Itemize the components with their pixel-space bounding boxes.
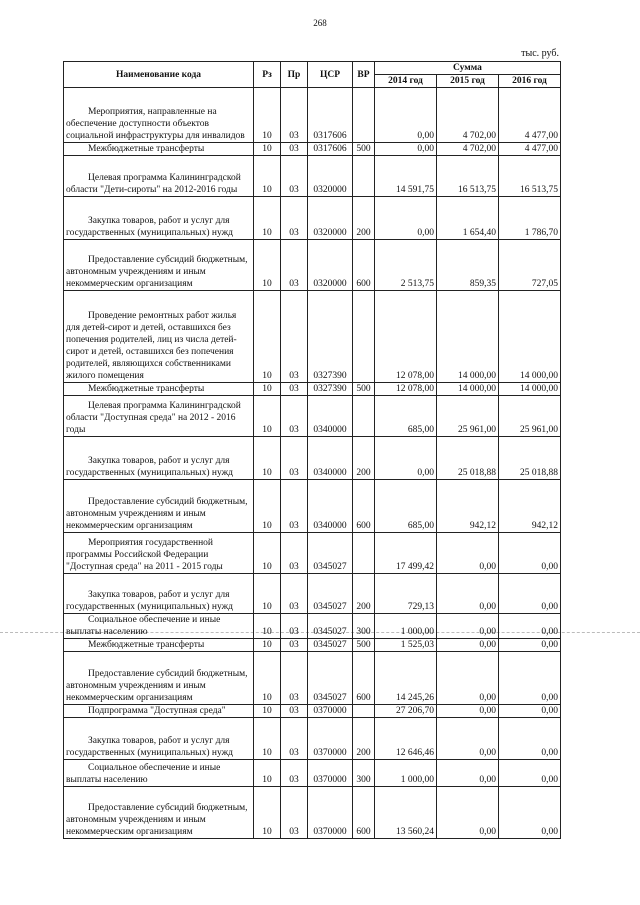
- row-name: Предоставление субсидий бюджетным, автономным учреждениям и иным некоммерческим организациям: [64, 652, 254, 705]
- budget-table: [63, 61, 561, 839]
- row-2016: 0,00: [499, 639, 561, 652]
- row-2016: 0,00: [499, 533, 561, 574]
- row-2014: 685,00: [375, 396, 437, 437]
- row-name: Мероприятия, направленные на обеспечение доступности объектов социальной инфраструктуры для инвалидов: [64, 88, 254, 143]
- header-rz: Рз: [254, 62, 281, 88]
- row-2014: 12 646,46: [375, 718, 437, 760]
- table-row: [64, 718, 561, 760]
- row-rz: 10: [254, 760, 281, 787]
- row-2015: 0,00: [437, 760, 499, 787]
- row-2015: 0,00: [437, 533, 499, 574]
- row-2016: 0,00: [499, 705, 561, 718]
- table-row: [64, 88, 561, 143]
- row-pr: 03: [281, 437, 308, 480]
- row-vr: 200: [353, 437, 375, 480]
- units-label: тыс. руб.: [521, 48, 559, 59]
- table-row: [64, 383, 561, 396]
- row-pr: 03: [281, 396, 308, 437]
- row-csr: 0317606: [308, 143, 353, 156]
- row-vr: [353, 533, 375, 574]
- row-name: Закупка товаров, работ и услуг для государственных (муниципальных) нужд: [64, 197, 254, 240]
- row-rz: 10: [254, 652, 281, 705]
- row-2016: 942,12: [499, 480, 561, 533]
- row-csr: 0370000: [308, 718, 353, 760]
- row-name: Целевая программа Калининградской области "Доступная среда" на 2012 - 2016 годы: [64, 396, 254, 437]
- row-vr: 300: [353, 614, 375, 639]
- table-row: [64, 760, 561, 787]
- row-rz: 10: [254, 705, 281, 718]
- row-name: Проведение ремонтных работ жилья для детей-сирот и детей, оставшихся без попечения родителей, лиц из числа детей-сирот и детей, оставшихся без попечения родителей, являющихся собственниками жилого помещения: [64, 291, 254, 383]
- row-name: Межбюджетные трансферты: [64, 639, 254, 652]
- row-csr: 0345027: [308, 639, 353, 652]
- row-2015: 16 513,75: [437, 156, 499, 197]
- row-csr: 0320000: [308, 156, 353, 197]
- row-2015: 942,12: [437, 480, 499, 533]
- row-pr: 03: [281, 533, 308, 574]
- row-pr: 03: [281, 480, 308, 533]
- row-2015: 0,00: [437, 639, 499, 652]
- row-vr: 600: [353, 787, 375, 839]
- row-vr: [353, 291, 375, 383]
- row-vr: [353, 88, 375, 143]
- table-row: [64, 143, 561, 156]
- row-2015: 0,00: [437, 787, 499, 839]
- row-2015: 1 654,40: [437, 197, 499, 240]
- row-name: Межбюджетные трансферты: [64, 383, 254, 396]
- row-rz: 10: [254, 480, 281, 533]
- row-rz: 10: [254, 396, 281, 437]
- row-name: Предоставление субсидий бюджетным, автономным учреждениям и иным некоммерческим организациям: [64, 787, 254, 839]
- row-csr: 0317606: [308, 88, 353, 143]
- row-2015: 0,00: [437, 614, 499, 639]
- row-rz: 10: [254, 156, 281, 197]
- row-2016: 0,00: [499, 760, 561, 787]
- row-csr: 0320000: [308, 240, 353, 291]
- row-2016: 0,00: [499, 652, 561, 705]
- row-2014: 0,00: [375, 88, 437, 143]
- row-rz: 10: [254, 718, 281, 760]
- row-2016: 25 018,88: [499, 437, 561, 480]
- header-pr: Пр: [281, 62, 308, 88]
- table-row: [64, 574, 561, 614]
- row-2014: 0,00: [375, 143, 437, 156]
- row-2015: 14 000,00: [437, 383, 499, 396]
- row-2014: 17 499,42: [375, 533, 437, 574]
- row-2014: 27 206,70: [375, 705, 437, 718]
- row-2014: 729,13: [375, 574, 437, 614]
- row-2016: 4 477,00: [499, 88, 561, 143]
- row-2015: 25 018,88: [437, 437, 499, 480]
- row-vr: [353, 705, 375, 718]
- row-pr: 03: [281, 88, 308, 143]
- row-name: Мероприятия государственной программы Российской Федерации "Доступная среда" на 2011 - 2015 годы: [64, 533, 254, 574]
- table-row: [64, 652, 561, 705]
- row-2016: 0,00: [499, 787, 561, 839]
- table-row: [64, 396, 561, 437]
- row-name: Подпрограмма "Доступная среда": [64, 705, 254, 718]
- row-rz: 10: [254, 383, 281, 396]
- row-vr: 600: [353, 240, 375, 291]
- row-csr: 0370000: [308, 705, 353, 718]
- row-pr: 03: [281, 291, 308, 383]
- row-2015: 859,35: [437, 240, 499, 291]
- header-2015: 2015 год: [437, 75, 499, 88]
- page-number: 268: [313, 18, 327, 28]
- row-pr: 03: [281, 143, 308, 156]
- row-2014: 12 078,00: [375, 291, 437, 383]
- row-name: Предоставление субсидий бюджетным, автономным учреждениям и иным некоммерческим организациям: [64, 480, 254, 533]
- row-2016: 4 477,00: [499, 143, 561, 156]
- row-2016: 1 786,70: [499, 197, 561, 240]
- row-rz: 10: [254, 574, 281, 614]
- row-pr: 03: [281, 197, 308, 240]
- row-name: Социальное обеспечение и иные выплаты населению: [64, 760, 254, 787]
- table-row: [64, 533, 561, 574]
- row-pr: 03: [281, 639, 308, 652]
- row-rz: 10: [254, 143, 281, 156]
- row-rz: 10: [254, 240, 281, 291]
- row-2015: 4 702,00: [437, 143, 499, 156]
- row-rz: 10: [254, 614, 281, 639]
- row-2016: 727,05: [499, 240, 561, 291]
- row-csr: 0345027: [308, 533, 353, 574]
- header-csr: ЦСР: [308, 62, 353, 88]
- row-name: Предоставление субсидий бюджетным, автономным учреждениям и иным некоммерческим организациям: [64, 240, 254, 291]
- table-row: [64, 787, 561, 839]
- row-rz: 10: [254, 88, 281, 143]
- table-row: [64, 156, 561, 197]
- row-2014: 1 525,03: [375, 639, 437, 652]
- row-csr: 0340000: [308, 396, 353, 437]
- row-2015: 0,00: [437, 574, 499, 614]
- row-csr: 0327390: [308, 383, 353, 396]
- row-2016: 25 961,00: [499, 396, 561, 437]
- row-2015: 25 961,00: [437, 396, 499, 437]
- row-2016: 14 000,00: [499, 291, 561, 383]
- row-pr: 03: [281, 383, 308, 396]
- row-rz: 10: [254, 291, 281, 383]
- row-rz: 10: [254, 787, 281, 839]
- row-csr: 0320000: [308, 197, 353, 240]
- row-csr: 0370000: [308, 787, 353, 839]
- row-csr: 0327390: [308, 291, 353, 383]
- row-rz: 10: [254, 197, 281, 240]
- row-2014: 14 591,75: [375, 156, 437, 197]
- header-sum: Сумма: [375, 62, 561, 75]
- row-vr: [353, 396, 375, 437]
- row-vr: 600: [353, 480, 375, 533]
- header-2014: 2014 год: [375, 75, 437, 88]
- row-2014: 1 000,00: [375, 760, 437, 787]
- row-2014: 0,00: [375, 437, 437, 480]
- row-pr: 03: [281, 614, 308, 639]
- header-row-top: [64, 62, 561, 75]
- row-2014: 685,00: [375, 480, 437, 533]
- row-name: Закупка товаров, работ и услуг для государственных (муниципальных) нужд: [64, 574, 254, 614]
- row-rz: 10: [254, 437, 281, 480]
- row-pr: 03: [281, 652, 308, 705]
- row-pr: 03: [281, 240, 308, 291]
- row-2016: 14 000,00: [499, 383, 561, 396]
- table-row: [64, 639, 561, 652]
- header-vr: ВР: [353, 62, 375, 88]
- row-2015: 4 702,00: [437, 88, 499, 143]
- row-vr: [353, 156, 375, 197]
- row-vr: 200: [353, 574, 375, 614]
- row-2015: 0,00: [437, 705, 499, 718]
- row-2014: 12 078,00: [375, 383, 437, 396]
- row-vr: 500: [353, 143, 375, 156]
- header-2016: 2016 год: [499, 75, 561, 88]
- row-csr: 0345027: [308, 652, 353, 705]
- row-csr: 0345027: [308, 614, 353, 639]
- row-vr: 300: [353, 760, 375, 787]
- row-rz: 10: [254, 639, 281, 652]
- row-2014: 1 000,00: [375, 614, 437, 639]
- row-2016: 0,00: [499, 614, 561, 639]
- row-rz: 10: [254, 533, 281, 574]
- row-2014: 13 560,24: [375, 787, 437, 839]
- table-row: [64, 437, 561, 480]
- table-row: [64, 705, 561, 718]
- row-csr: 0340000: [308, 437, 353, 480]
- row-2014: 2 513,75: [375, 240, 437, 291]
- row-2014: 14 245,26: [375, 652, 437, 705]
- row-vr: 200: [353, 718, 375, 760]
- table-row: [64, 614, 561, 639]
- row-name: Социальное обеспечение и иные выплаты населению: [64, 614, 254, 639]
- row-name: Межбюджетные трансферты: [64, 143, 254, 156]
- row-pr: 03: [281, 156, 308, 197]
- row-pr: 03: [281, 718, 308, 760]
- row-name: Закупка товаров, работ и услуг для государственных (муниципальных) нужд: [64, 437, 254, 480]
- row-vr: 500: [353, 639, 375, 652]
- table-row: [64, 480, 561, 533]
- row-name: Целевая программа Калининградской области "Дети-сироты" на 2012-2016 годы: [64, 156, 254, 197]
- row-2015: 0,00: [437, 718, 499, 760]
- row-pr: 03: [281, 760, 308, 787]
- table-row: [64, 291, 561, 383]
- row-csr: 0370000: [308, 760, 353, 787]
- row-pr: 03: [281, 705, 308, 718]
- row-csr: 0345027: [308, 574, 353, 614]
- row-2016: 16 513,75: [499, 156, 561, 197]
- row-2016: 0,00: [499, 718, 561, 760]
- row-2016: 0,00: [499, 574, 561, 614]
- table-row: [64, 240, 561, 291]
- row-pr: 03: [281, 574, 308, 614]
- table-row: [64, 197, 561, 240]
- row-name: Закупка товаров, работ и услуг для государственных (муниципальных) нужд: [64, 718, 254, 760]
- row-vr: 500: [353, 383, 375, 396]
- row-pr: 03: [281, 787, 308, 839]
- row-vr: 600: [353, 652, 375, 705]
- row-2014: 0,00: [375, 197, 437, 240]
- header-name: Наименование кода: [64, 62, 254, 88]
- row-2015: 0,00: [437, 652, 499, 705]
- row-csr: 0340000: [308, 480, 353, 533]
- row-vr: 200: [353, 197, 375, 240]
- row-2015: 14 000,00: [437, 291, 499, 383]
